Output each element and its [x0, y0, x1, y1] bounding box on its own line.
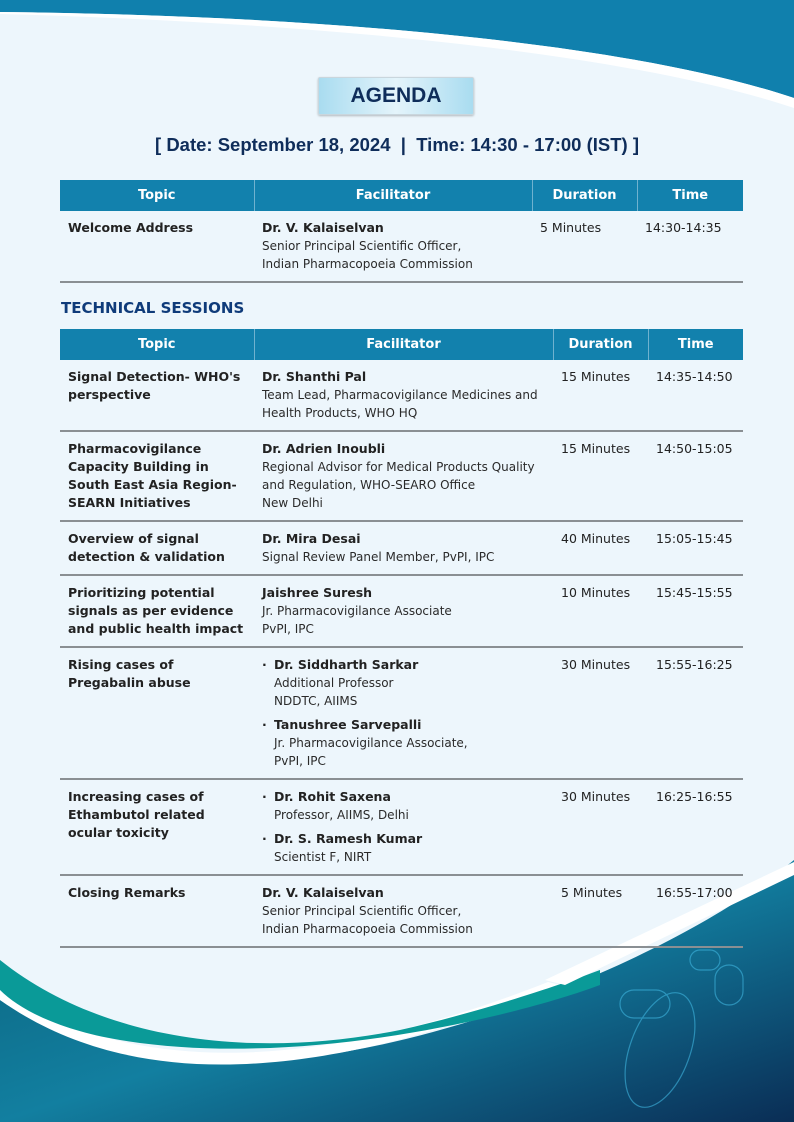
table-row — [60, 875, 743, 947]
duration-cell: 15 Minutes — [553, 360, 648, 431]
facilitator-name: Dr. S. Ramesh Kumar — [274, 831, 423, 846]
facilitator-cell — [254, 521, 553, 575]
facilitator-name: Dr. V. Kalaiselvan — [262, 885, 384, 900]
time-cell: 14:30-14:35 — [637, 211, 743, 282]
duration-cell: 30 Minutes — [553, 647, 648, 779]
topic-cell: Welcome Address — [60, 211, 254, 282]
facilitator-name: Jaishree Suresh — [262, 585, 373, 600]
topic-cell: Pharmacovigilance Capacity Building in South East Asia Region-SEARN Initiatives — [60, 431, 254, 521]
agenda-title-badge — [318, 77, 474, 115]
facilitator-role: PvPI, IPC — [262, 622, 314, 636]
time-cell: 16:55-17:00 — [648, 875, 743, 947]
agenda-title: AGENDA — [350, 84, 442, 107]
duration-cell: 30 Minutes — [553, 779, 648, 875]
table-row — [60, 647, 743, 779]
col-duration: Duration — [532, 180, 637, 211]
facilitator-cell — [254, 211, 532, 282]
topic-cell: Overview of signal detection & validation — [60, 521, 254, 575]
time-cell: 15:05-15:45 — [648, 521, 743, 575]
section-title: TECHNICAL SESSIONS — [61, 299, 245, 317]
table-row — [60, 779, 743, 875]
facilitator-name: Dr. Adrien Inoubli — [262, 441, 386, 456]
table-row — [60, 211, 743, 282]
time-cell: 15:55-16:25 — [648, 647, 743, 779]
bullet-icon: · — [262, 789, 267, 804]
col-topic: Topic — [60, 329, 254, 360]
table-row — [60, 521, 743, 575]
facilitator — [262, 530, 545, 566]
facilitator-role: New Delhi — [262, 496, 323, 510]
time-cell: 14:35-14:50 — [648, 360, 743, 431]
date-time-line: [ Date: September 18, 2024 | Time: 14:30 - 17:00 (IST) ] — [155, 134, 639, 155]
facilitator-name: Dr. Mira Desai — [262, 531, 361, 546]
facilitator-role: Additional Professor — [274, 676, 394, 690]
col-time: Time — [637, 180, 743, 211]
facilitator-cell — [254, 779, 553, 875]
topic-cell: Signal Detection- WHO's perspective — [60, 360, 254, 431]
col-facilitator: Facilitator — [254, 329, 553, 360]
facilitator — [262, 368, 545, 422]
duration-cell: 5 Minutes — [553, 875, 648, 947]
col-time: Time — [648, 329, 743, 360]
bullet-icon: · — [262, 717, 267, 732]
time-cell: 16:25-16:55 — [648, 779, 743, 875]
duration-cell: 5 Minutes — [532, 211, 637, 282]
facilitator-role: Senior Principal Scientific Officer, — [262, 904, 462, 918]
facilitator-name: Dr. V. Kalaiselvan — [262, 220, 384, 235]
col-topic: Topic — [60, 180, 254, 211]
facilitator-name: Dr. Rohit Saxena — [274, 789, 391, 804]
facilitator-role: Jr. Pharmacovigilance Associate, — [274, 736, 468, 750]
welcome-table — [60, 180, 743, 283]
facilitator — [262, 440, 545, 512]
facilitator — [262, 656, 545, 710]
bullet-icon: · — [262, 657, 267, 672]
table-row — [60, 360, 743, 431]
facilitator-role: Regional Advisor for Medical Products Quality — [262, 460, 535, 474]
facilitator — [262, 830, 545, 866]
topic-cell: Rising cases of Pregabalin abuse — [60, 647, 254, 779]
facilitator-role: Senior Principal Scientific Officer, — [262, 239, 462, 253]
col-duration: Duration — [553, 329, 648, 360]
facilitator-role: PvPI, IPC — [274, 754, 326, 768]
facilitator — [262, 884, 545, 938]
topic-cell: Closing Remarks — [60, 875, 254, 947]
facilitator-cell — [254, 647, 553, 779]
facilitator-role: Indian Pharmacopoeia Commission — [262, 257, 473, 271]
facilitator — [262, 219, 524, 273]
facilitator-cell — [254, 575, 553, 647]
facilitator — [262, 788, 545, 824]
facilitator-name: Tanushree Sarvepalli — [274, 717, 422, 732]
facilitator-role: Health Products, WHO HQ — [262, 406, 418, 420]
facilitator-role: and Regulation, WHO-SEARO Office — [262, 478, 476, 492]
duration-cell: 15 Minutes — [553, 431, 648, 521]
facilitator — [262, 584, 545, 638]
facilitator-name: Dr. Shanthi Pal — [262, 369, 367, 384]
facilitator-cell — [254, 360, 553, 431]
facilitator-name: Dr. Siddharth Sarkar — [274, 657, 419, 672]
facilitator-role: Signal Review Panel Member, PvPI, IPC — [262, 550, 495, 564]
topic-cell: Increasing cases of Ethambutol related ocular toxicity — [60, 779, 254, 875]
technical-sessions-table — [60, 329, 743, 948]
facilitator — [262, 716, 545, 770]
facilitator-role: Professor, AIIMS, Delhi — [274, 808, 409, 822]
facilitator-cell — [254, 875, 553, 947]
bullet-icon: · — [262, 831, 267, 846]
col-facilitator: Facilitator — [254, 180, 532, 211]
facilitator-role: Indian Pharmacopoeia Commission — [262, 922, 473, 936]
time-cell: 14:50-15:05 — [648, 431, 743, 521]
facilitator-role: Scientist F, NIRT — [274, 850, 372, 864]
duration-cell: 40 Minutes — [553, 521, 648, 575]
table-row — [60, 431, 743, 521]
facilitator-cell — [254, 431, 553, 521]
facilitator-role: NDDTC, AIIMS — [274, 694, 358, 708]
facilitator-role: Team Lead, Pharmacovigilance Medicines and — [262, 388, 538, 402]
facilitator-role: Jr. Pharmacovigilance Associate — [262, 604, 452, 618]
time-cell: 15:45-15:55 — [648, 575, 743, 647]
topic-cell: Prioritizing potential signals as per evidence and public health impact — [60, 575, 254, 647]
duration-cell: 10 Minutes — [553, 575, 648, 647]
table-row — [60, 575, 743, 647]
